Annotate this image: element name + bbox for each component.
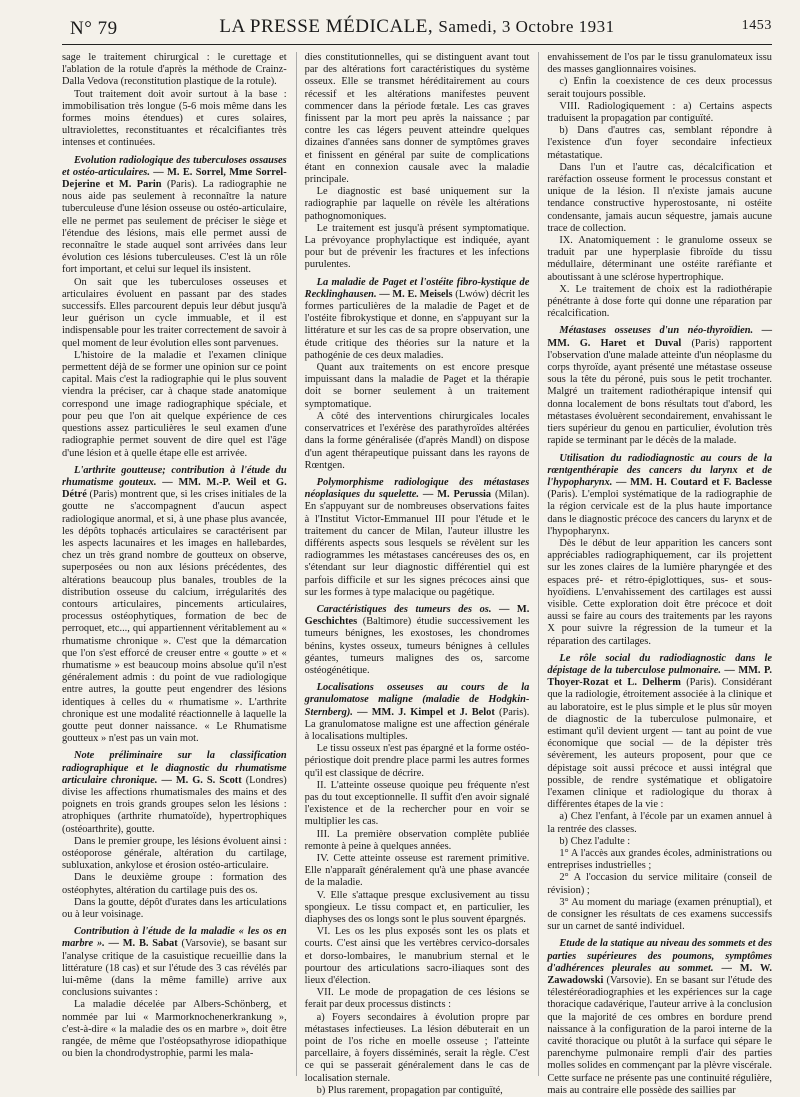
paragraph: 2° A l'occasion du service militaire (conseil de révision) ; xyxy=(547,872,773,896)
article-title: Note préliminaire sur la classification radiographique et le diagnostic du rhumatisme articulaire chronique. xyxy=(62,750,287,786)
paragraph: c) Enfin la coexistence de ces deux processus serait toujours possible. xyxy=(547,76,773,100)
article-entry xyxy=(305,477,530,599)
article-title: Métastases osseuses d'un néo-thyroïdien. xyxy=(559,325,754,337)
paragraph: b) Dans d'autres cas, semblant répondre à l'existence d'un foyer secondaire infectieux métastatique. xyxy=(547,125,773,161)
paragraph: b) Plus rarement, propagation par contiguïté, xyxy=(316,1084,503,1096)
page-header xyxy=(62,14,772,44)
paragraph: On sait que les tuberculoses osseuses et articulaires évoluent en passant par des stades successifs. Elles parcourent depuis leur début jusqu'à leur guérison un cycle immuable, et il est indispensable pour les traiter correctement de savoir à quel moment de leur évolution elles sont parvenues. xyxy=(62,276,287,349)
article-body: (Baltimore) étudie successivement les tumeurs bénignes, les exostoses, les chondromes bénins, kystes osseux, tumeurs bénignes à cellules géantes, tumeurs malignes des os, sarcome ostéogénétique. xyxy=(304,616,530,676)
header-rule xyxy=(62,44,772,45)
article-body: (Paris). La radiographie ne nous aide pas seulement à reconnaître la nature tuberculeuse d'une lésion osseuse ou ostéo-articulaire, elle ne permet pas seulement de préciser le siège et l'étendue des lésions, mais elle permet aussi de reconnaître le stade auquel sont arrivées dans leur évolution ces lésions tuberculeuses. C'est là un rôle fort important, et celui sur lequel ils insistent. xyxy=(62,179,287,276)
article-body: (Paris) montrent que, si les crises initiales de la goutte ne s'accompagnent d'aucun aspect radiologique anormal, et si, à une phase plus avancée, les dépôts tophacés articulaires se caractérisent par les aspects lacunaires et les images en hallebardes, chez un très grand nombre de goutteux on observe, superposées ou non aux lésions précédentes, des altérations beaucoup plus banales, troubles de la distribution osseuse du calcium, irrégularités des contours articulaires, pincements articulaires, processus ostéophytiques, formation de bec de perroquet, etc..., qui appartiennent véritablement au « rhumatisme chronique ». C'est que la démarcation que l'on s'est efforcé de creuser entre « goutte » et « rhumatisme » est beaucoup moins absolue qu'il n'est généralement admis : du point de vue radiologique entre autres, la goutte peut engendrer des lésions identiques à celles du « rhumatisme ». L'arthrite chronique est une modalité réactionnelle à laquelle la goutte peut donner naissance. « Le Rhumatisme goutteux » n'est pas un vain mot. xyxy=(62,489,287,745)
article-body: (Paris). L'emploi systématique de la radiographie de la région cervicale est de la plus haute importance dans le diagnostic précoce des cancers du larynx et de l'hypopharynx. xyxy=(547,489,773,537)
article-author: — M. E. Meisels xyxy=(376,288,456,300)
article-author: — M. Perussia xyxy=(419,489,495,501)
column-2 xyxy=(296,52,530,1096)
article-body: (Londres) divise les affections rhumatismales des mains et des poignets en trois grands groupes selon les lésions : atrophiques (arthrite rhumatoïde), hypertrophiques (ostéoarthrite), goutte. xyxy=(62,774,287,835)
paragraph: V. Elle s'attaque presque exclusivement au tissu spongieux. Le tissu compact et, en particulier, les diaphyses des os longs sont le plus souvent épargnés. xyxy=(304,889,530,926)
article-entry xyxy=(305,682,530,743)
paragraph: 1° A l'accès aux grandes écoles, administrations ou entreprises industrielles ; xyxy=(547,848,773,872)
article-title: Polymorphisme radiologique des métastases néoplasiques du squelette. xyxy=(304,476,530,501)
article-author: — MM. J. Kimpel et J. Belot xyxy=(352,706,500,718)
issue-date: Samedi, 3 Octobre 1931 xyxy=(438,17,615,36)
article-entry xyxy=(547,653,772,812)
article-body: (Paris). Considérant que la radiologie, étroitement associée à la clinique et au laboratoire, est le plus simple et le plus sûr moyen de diagnostic de la tuberculose pulmonaire, et estimant qu'il devient urgent — tant au point de vue économique que social — de la dépister très sévèrement, les auteurs proposent, pour que ce dépistage soit aussi précoce et aussi intégral que possible, de rendre systématique et obligatoire l'examen clinique et radiologique du thorax à différentes étapes de la vie : xyxy=(547,677,773,811)
article-entry xyxy=(547,938,772,1097)
article-author: — MM. P. Thoyer-Rozat et L. Delherm xyxy=(547,664,773,689)
article-entry xyxy=(62,750,287,835)
article-entry xyxy=(305,277,530,362)
article-entry xyxy=(62,926,287,999)
article-title: Utilisation du radiodiagnostic au cours de la rœntgenthérapie des cancers du larynx et de l'hypopharynx. xyxy=(547,452,773,488)
article-author: — MM. M.-P. Weil et G. Détré xyxy=(62,476,287,501)
paragraph: sage le traitement chirurgical : le curettage et l'ablation de la rotule d'après la méthode de Crainz-Dalla Vedova (reconstitution plastique de la rotule). xyxy=(62,52,287,88)
paragraph: VIII. Radiologiquement : a) Certains aspects traduisent la propagation par contiguïté. xyxy=(547,100,773,125)
paragraph: X. Le traitement de choix est la radiothérapie pénétrante à dose forte qui donne une réparation par récalcification. xyxy=(547,283,773,320)
article-entry xyxy=(305,604,530,677)
article-title: Evolution radiologique des tuberculoses ossauses et ostéo-articulaires. xyxy=(62,154,287,178)
issue-number: N° 79 xyxy=(70,18,118,39)
article-author: — M. B. Sabat xyxy=(104,938,182,950)
paragraph: envahissement de l'os par le tissu granulomateux issu des masses ganglionnaires voisines. xyxy=(547,52,773,76)
paragraph: dies constitutionnelles, qui se distinguent avant tout par des altérations fort caractéristiques du système osseux. Elle se transmet héréditairement au cours récessif et les altérations manifestes peuvent commencer dans la période fœtale. Les cas graves finissent par la mort peu après la naissance ; par contre les cas légers peuvent atteindre quelques dizaines d'années sans donner de symptômes graves et finissent en général par suite de complications étant en connexion causale avec la maladie principale. xyxy=(304,52,530,186)
paragraph: Dans le premier groupe, les lésions évoluent ainsi : ostéoporose générale, altération du cartilage, subluxation, ankylose et érosion ostéo-articulaire. xyxy=(62,835,287,872)
article-author: — MM. H. Coutard et F. Baclesse xyxy=(612,476,773,488)
article-author: — M. W. Zawadowski xyxy=(547,962,773,987)
paragraph: a) Chez l'enfant, à l'école par un examen annuel à la rentrée des classes. xyxy=(547,811,773,835)
article-title: Le rôle social du radiodiagnostic dans le dépistage de la tuberculose pulmonaire. xyxy=(547,652,773,676)
article-body: (Varsovie). En se basant sur l'étude des télestéréoradiographies et les expériences sur la cage thoracique cadavérique, l'auteur arrive à la conclusion que la majorité de ces ombres en bordure prend naissance à la configuration de la paroi interne de la cavité thoracique ou plutôt à la surface qui sépare le parenchyme pulmonaire rempli d'air des parties molles solides en commençant par la plèvre viscérale. Cette surface ne présente pas une continuité régulière, mais au contraire elle possède des saillies par xyxy=(547,975,773,1096)
paragraph: IX. Anatomiquement : le granulome osseux se traduit par une hyperplasie fibroïde du tissu médullaire, déterminant une ostéite raréfiante et aboutissant à une sclérose hypertrophique. xyxy=(547,235,773,283)
article-author: — M. E. Sorrel, Mme Sorrel-Dejerine et M. Parin xyxy=(62,166,287,191)
running-title xyxy=(62,16,772,38)
article-body: (Paris) rapportent l'observation d'une malade atteinte d'un néoplasme du corps thyroïde, ayant présenté une métastase osseuse sous la tête du péroné, puis sous le petit trochanter. Malgré un traitement radiothérapique intensif qui donna localement de bons résultats tout d'abord, les métastases évoluèrent secondairement, envahissant le tiers supérieur du genou en particulier, évolution très rapide se terminant par le décès de la malade. xyxy=(547,337,773,447)
article-author: — MM. G. Haret et Duval xyxy=(547,325,773,349)
paragraph: Dans l'un et l'autre cas, décalcification et raréfaction osseuse forment le processus constant et unique de la lésion. Il n'existe jamais aucune tendance constructive hyperostosante, ni ostéite condensante, jamais aucun séquestre, jamais aucune trace de collection. xyxy=(547,161,773,234)
paragraph: VI. Les os les plus exposés sont les os plats et courts. C'est ainsi que les vertèbres cervico-dorsales et dorso-lombaires, le manubrium sternal et le pourtour des articulations sacro-iliaques sont des lieux d'élection. xyxy=(304,926,530,987)
article-author: — M. G. S. Scott xyxy=(157,774,246,786)
paragraph: b) Chez l'adulte : xyxy=(559,835,631,847)
paragraph: La maladie décelée par Albers-Schönberg, et nommée par lui « Marmorknochenerkrankung », c'est-à-dire « la maladie des os en marbre », doit être rangée, de même que l'ostéopsathyrose idiopathique ou bien la chondrodystrophie, parmi les mala- xyxy=(62,999,287,1060)
article-author: — M. Geschichtes xyxy=(304,603,530,628)
journal-name: LA PRESSE MÉDICALE, xyxy=(219,16,434,37)
article-body: (Lwów) décrit les formes particulières de la maladie de Paget et de l'ostéite fibrokystique et donne, en s'appuyant sur la littérature et sur les cas de sa propre observation, une étude critique des théories sur la nature et la pathogénie de ces deux maladies. xyxy=(304,288,530,361)
page-number: 1453 xyxy=(741,18,772,33)
paragraph: Quant aux traitements on est encore presque impuissant dans la maladie de Paget et la thérapie doit se borner seulement à un traitement symptomatique. xyxy=(304,362,530,410)
columns xyxy=(62,52,773,1096)
paragraph: Dès le début de leur apparition les cancers sont appréciables radiographiquement, car ils projettent sur les zones claires de la lumière pharyngée et des espaces pré- et rétro-épiglottiques, sus- et sous-hyoïdiens. L'envahissement des cartilages est aussi visible. Cette exploration doit être précoce et doit aussi se faire au cours des traitements par les rayons X pour suivre la régression de la tumeur et la réparation des cartilages. xyxy=(547,537,773,647)
article-title: La maladie de Paget et l'ostéite fibro-kystique de Recklinghausen. xyxy=(304,276,530,300)
article-body: (Milan). En s'appuyant sur de nombreuses observations faites à l'Institut Victor-Emmanuel III pour l'étude et le traitement du cancer de Milan, l'auteur illustre les différents aspects sous lesquels se révèlent sur les radiogrammes les métastases cancéreuses des os, en s'étendant sur leur diagnostic différentiel qui est parfois difficile et sur les signes précoces ainsi que sur les formes à type malacique ou pagétique. xyxy=(304,489,530,598)
paragraph: III. La première observation complète publiée remonte à peine à quelques années. xyxy=(304,828,530,852)
article-title: Contribution à l'étude de la maladie « les os en marbre ». xyxy=(62,926,287,950)
paragraph: IV. Cette atteinte osseuse est rarement primitive. Elle n'apparaît généralement qu'à une phase avancée de la maladie. xyxy=(304,853,530,889)
article-entry xyxy=(62,465,287,746)
column-1 xyxy=(62,52,287,1076)
article-title: Caractéristiques des tumeurs des os. xyxy=(316,603,492,615)
paragraph: Dans le deuxième groupe : formation des ostéophytes, altération du cartilage puis des os. xyxy=(62,872,287,896)
paragraph: L'histoire de la maladie et l'examen clinique permettent déjà de se former une opinion sur ce point capital. Mais c'est la radiographie qui le plus souvent viendra la préciser, car à chaque stade anatomique correspond une image radiographique spéciale, et pour peu que l'on ait quelque expérience de ces questions assez particulières le seul examen d'une radiographie permet souvent de dire quel est l'âge d'une lésion et à quelle étape elle est arrivée. xyxy=(62,349,287,459)
paragraph: Le diagnostic est basé uniquement sur la radiographie par laquelle on révèle les altérations pathognomoniques. xyxy=(304,186,530,222)
paragraph: II. L'atteinte osseuse quoique peu fréquente n'est pas du tout exceptionnelle. Il suffit d'en avoir signalé l'existence et de la rechercher pour en voir se multiplier les cas. xyxy=(304,779,530,828)
article-body: (Varsovie), se basant sur l'analyse critique de la casuistique recueillie dans la littérature (18 cas) et sur l'étude des 3 cas révélés par lui-même (dans la même famille) arrive aux conclusions suivantes : xyxy=(62,938,287,999)
column-3 xyxy=(538,52,773,1096)
article-body: (Paris). La granulomatose maligne est une affection générale à localisations multiples. xyxy=(304,706,530,742)
article-entry xyxy=(547,453,772,538)
article-entry xyxy=(547,325,772,447)
paragraph: Le traitement est jusqu'à présent symptomatique. La prévoyance prophylactique est indiquée, ayant pour but de prévenir les fractures et les infections purulentes. xyxy=(304,222,530,271)
article-title: L'arthrite goutteuse; contribution à l'étude du rhumatisme gouteux. xyxy=(62,464,287,488)
article-title: Etude de la statique au niveau des sommets et des parties supérieures des poumons, symptômes d'adhérences pleurales au sommet. xyxy=(547,938,773,974)
article-title: Localisations osseuses au cours de la granulomatose maligne (maladie de Hodgkin-Sternberg). xyxy=(304,682,530,718)
paragraph: Dans la goutte, dépôt d'urates dans les articulations ou à leur voisinage. xyxy=(62,896,287,921)
paragraph: A côté des interventions chirurgicales locales conservatrices et l'exérèse des parathyroïdes altérées dans la forme généralisée (d'après Mandl) on dispose d'un agent thérapeutique puissant dans les rayons de Rœntgen. xyxy=(304,410,530,471)
paragraph: VII. Le mode de propagation de ces lésions se ferait par deux processus distincts : xyxy=(304,987,530,1011)
paragraph: Tout traitement doit avoir surtout à la base : immobilisation très longue (5-6 mois même dans les formes moins étendues) et cures solaires, ultraviolettes, reconstituantes et récalcifiantes très intenses et continuées. xyxy=(62,88,287,149)
paragraph: a) Foyers secondaires à évolution propre par métastases infectieuses. La lésion débuterait en un point de l'os riche en moelle osseuse ; l'atteinte parcellaire, à foyers disséminés, serait la règle. C'est ce qui se passerait généralement dans le cas de localisation sternale. xyxy=(304,1011,530,1084)
paragraph: Le tissu osseux n'est pas épargné et la forme ostéo-périostique doit prendre place parmi les autres formes qu'il est classique de décrire. xyxy=(304,743,530,779)
article-entry xyxy=(62,155,287,277)
paragraph: 3° Au moment du mariage (examen prénuptial), et de consigner les résultats de ces examens successifs sur un carnet de santé individuel. xyxy=(547,896,773,933)
